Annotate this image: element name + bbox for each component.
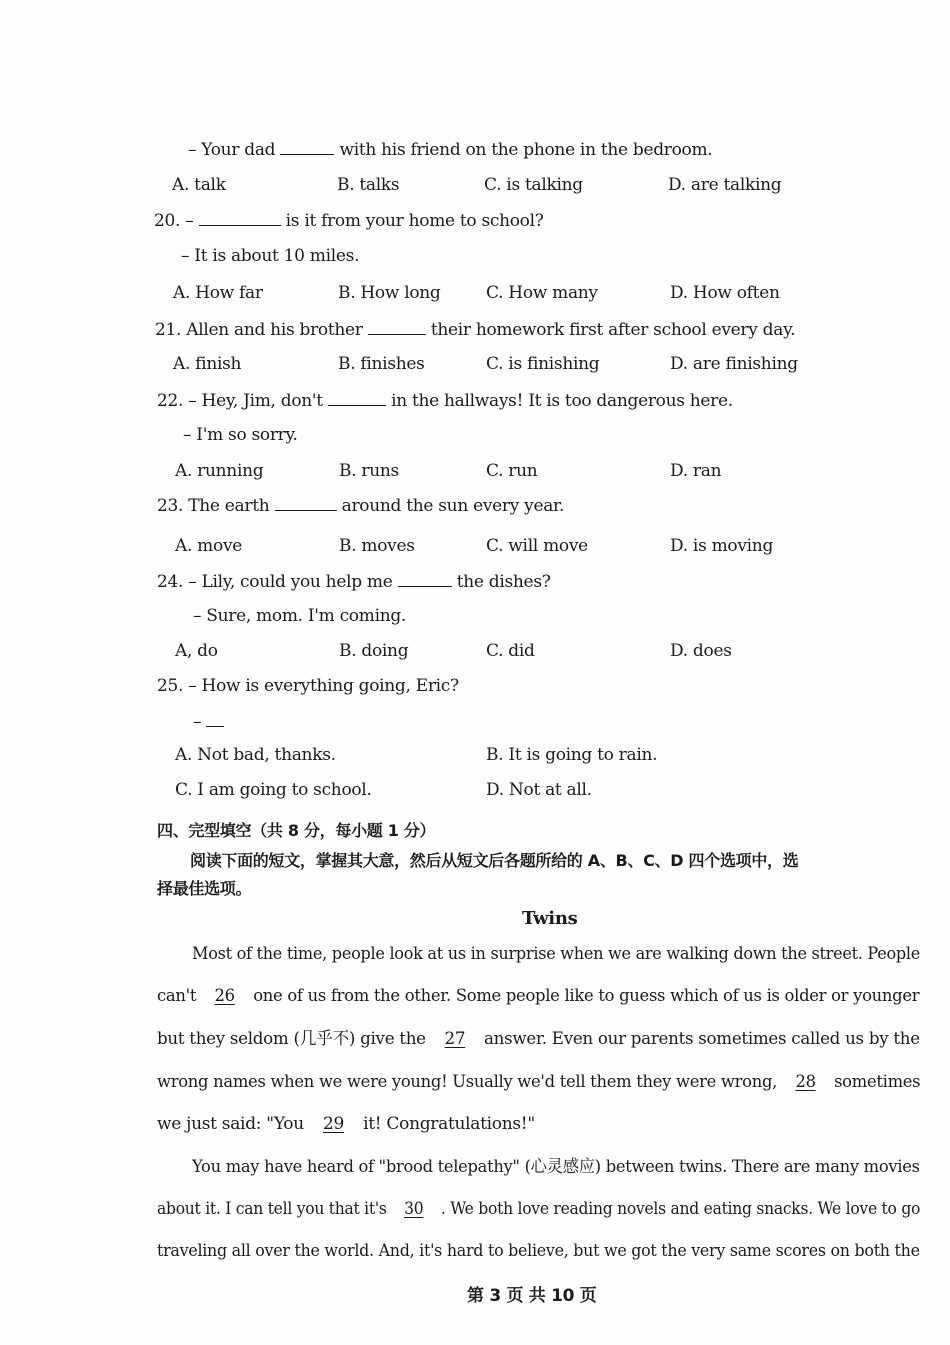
q23-prompt xyxy=(157,494,564,517)
q23-option-b: B. moves xyxy=(339,536,415,556)
blank-27: 27 xyxy=(444,1029,466,1049)
passage-text: can't xyxy=(157,986,197,1006)
passage-text: it! Congratulations!" xyxy=(363,1114,535,1134)
q20-option-c: C. How many xyxy=(486,283,598,303)
passage-text: answer. Even our parents sometimes called us by the xyxy=(483,1029,920,1049)
q21-prompt xyxy=(155,318,795,341)
blank-26: 26 xyxy=(214,986,235,1006)
blank-28: 28 xyxy=(795,1072,816,1092)
q21-rest: their homework first after school every day. xyxy=(430,320,796,340)
q24-option-a: A, do xyxy=(175,641,218,661)
q23-option-c: C. will move xyxy=(486,536,588,556)
q19-option-d: D. are talking xyxy=(668,175,782,195)
q21-option-b: B. finishes xyxy=(338,354,425,374)
q24-rest: the dishes? xyxy=(456,572,551,592)
q25-blank xyxy=(206,710,224,727)
q21-option-d: D. are finishing xyxy=(670,354,798,374)
passage-line: traveling all over the world. And, it's hard to believe, but we got the very same scores on both the xyxy=(157,1241,920,1261)
q25-answer-line xyxy=(193,710,224,733)
q23-option-d: D. is moving xyxy=(670,536,774,556)
q19-rest: with his friend on the phone in the bedroom. xyxy=(339,140,713,160)
passage-text: we just said: "You xyxy=(157,1114,304,1134)
q24-prompt xyxy=(157,570,551,593)
q22-text: 22. – Hey, Jim, don't xyxy=(157,391,323,411)
q25-option-a: A. Not bad, thanks. xyxy=(175,745,336,765)
passage-line: You may have heard of "brood telepathy" (心灵感应) between twins. There are many movies xyxy=(192,1157,920,1177)
passage-text: . We both love reading novels and eating snacks. We love to go xyxy=(440,1199,921,1219)
passage-line xyxy=(157,1198,920,1220)
section-instructions-2: 择最佳选项。 xyxy=(157,879,252,898)
q22-rest: in the hallways! It is too dangerous here. xyxy=(391,391,733,411)
q20-prompt xyxy=(154,209,544,232)
q22-option-b: B. runs xyxy=(339,461,399,481)
passage-line xyxy=(157,1028,920,1050)
q24-text: 24. – Lily, could you help me xyxy=(157,572,393,592)
q20-option-b: B. How long xyxy=(338,283,441,303)
q19-prompt xyxy=(188,138,712,161)
passage-text: wrong names when we were young! Usually we'd tell them they were wrong, xyxy=(157,1072,778,1092)
q24-option-b: B. doing xyxy=(339,641,409,661)
passage-text: about it. I can tell you that it's xyxy=(157,1199,387,1219)
q23-text: 23. The earth xyxy=(157,496,270,516)
q22-blank xyxy=(328,389,386,406)
q20-blank xyxy=(199,209,281,226)
q22-option-d: D. ran xyxy=(670,461,722,481)
q24-answer: – Sure, mom. I'm coming. xyxy=(193,606,407,626)
q20-rest: is it from your home to school? xyxy=(285,211,544,231)
q25-prompt: 25. – How is everything going, Eric? xyxy=(157,676,459,696)
q20-option-d: D. How often xyxy=(670,283,780,303)
q24-option-d: D. does xyxy=(670,641,732,661)
q20-answer: – It is about 10 miles. xyxy=(181,246,360,266)
q23-blank xyxy=(275,494,337,511)
q23-rest: around the sun every year. xyxy=(341,496,565,516)
q19-blank xyxy=(280,138,334,155)
q24-blank xyxy=(398,570,452,587)
q21-option-a: A. finish xyxy=(173,354,242,374)
q24-option-c: C. did xyxy=(486,641,535,661)
q25-option-c: C. I am going to school. xyxy=(175,780,372,800)
passage-line xyxy=(157,1071,920,1093)
passage-text: but they seldom (几乎不) give the xyxy=(157,1029,426,1049)
q25-option-b: B. It is going to rain. xyxy=(486,745,658,765)
q20-number: 20. – xyxy=(154,211,194,231)
q19-option-c: C. is talking xyxy=(484,175,583,195)
passage-line: Most of the time, people look at us in surprise when we are walking down the street. People xyxy=(192,944,921,964)
section-instructions-1: 阅读下面的短文，掌握其大意，然后从短文后各题所给的 A、B、C、D 四个选项中，选 xyxy=(190,851,799,870)
page-footer: 第 3 页 共 10 页 xyxy=(467,1286,597,1306)
q20-option-a: A. How far xyxy=(173,283,263,303)
q22-answer: – I'm so sorry. xyxy=(183,425,298,445)
section-heading: 四、完型填空（共 8 分，每小题 1 分） xyxy=(157,821,436,840)
q25-option-d: D. Not at all. xyxy=(486,780,592,800)
q19-option-a: A. talk xyxy=(172,175,226,195)
q21-blank xyxy=(368,318,426,335)
blank-29: 29 xyxy=(322,1114,345,1134)
blank-30: 30 xyxy=(404,1199,424,1219)
q23-option-a: A. move xyxy=(175,536,243,556)
q22-option-c: C. run xyxy=(486,461,538,481)
passage-text: sometimes xyxy=(834,1072,921,1092)
passage-line xyxy=(157,1113,535,1135)
q21-text: 21. Allen and his brother xyxy=(155,320,363,340)
q22-option-a: A. running xyxy=(175,461,264,481)
q25-answer-dash: – xyxy=(193,712,202,732)
passage-line xyxy=(157,985,919,1007)
q19-dialog: – Your dad xyxy=(188,140,276,160)
passage-title: Twins xyxy=(522,908,578,929)
q19-option-b: B. talks xyxy=(337,175,400,195)
q22-prompt xyxy=(157,389,733,412)
q21-option-c: C. is finishing xyxy=(486,354,600,374)
passage-text: one of us from the other. Some people like to guess which of us is older or younger xyxy=(253,986,920,1006)
